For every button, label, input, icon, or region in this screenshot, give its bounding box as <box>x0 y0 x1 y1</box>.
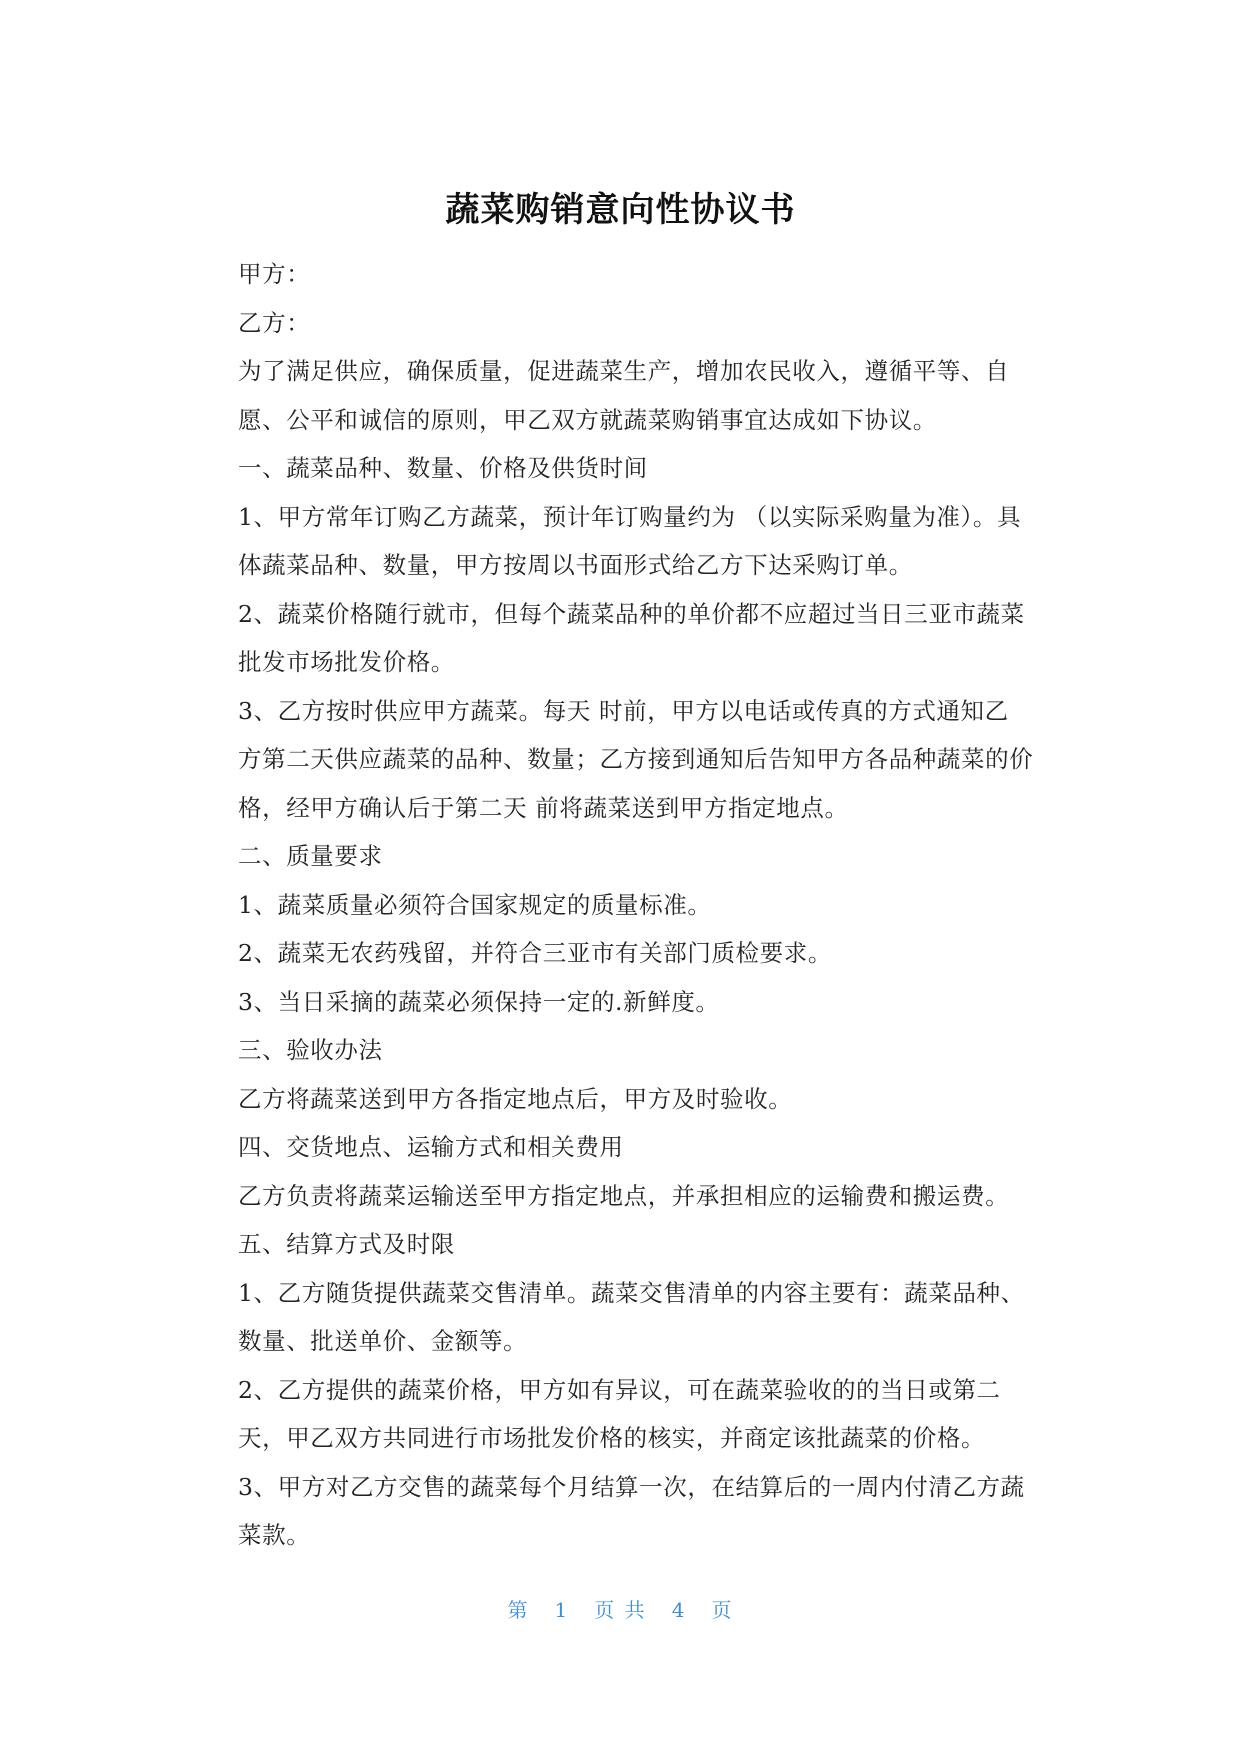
paragraph <box>190 299 1055 348</box>
paragraph <box>190 929 1055 978</box>
paragraph-line: 五、结算方式及时限 <box>238 1230 455 1258</box>
paragraph-line: 2、蔬菜无农药残留，并符合三亚市有关部门质检要求。 <box>238 939 832 967</box>
paragraph <box>190 1026 1055 1075</box>
paragraph <box>190 1366 1055 1463</box>
page-footer: 第 1 页 共 4 页 <box>507 1598 734 1622</box>
paragraph <box>190 1463 1055 1560</box>
paragraph <box>190 347 1055 444</box>
paragraph <box>190 832 1055 881</box>
paragraph <box>190 881 1055 930</box>
paragraph <box>190 250 1055 299</box>
paragraph-line: 2、乙方提供的蔬菜价格，甲方如有异议，可在蔬菜验收的的当日或第二 <box>238 1375 1001 1404</box>
paragraph-line: 1、甲方常年订购乙方蔬菜，预计年订购量约为 （以实际采购量为准）。具 <box>238 502 1022 531</box>
paragraph-line: 乙方： <box>238 308 311 337</box>
paragraph-line: 批发市场批发价格。 <box>238 648 455 676</box>
paragraph-line: 甲方： <box>238 260 311 288</box>
paragraph-line: 2、蔬菜价格随行就市，但每个蔬菜品种的单价都不应超过当日三亚市蔬菜 <box>238 599 1025 628</box>
paragraph-line: 二、质量要求 <box>238 842 383 870</box>
paragraph <box>190 1123 1055 1172</box>
paragraph-line: 三、验收办法 <box>238 1036 383 1064</box>
paragraph <box>190 493 1055 590</box>
paragraph-line: 体蔬菜品种、数量，甲方按周以书面形式给乙方下达采购订单。 <box>238 551 913 579</box>
paragraph-line: 方第二天供应蔬菜的品种、数量；乙方接到通知后告知甲方各品种蔬菜的价 <box>238 745 1034 773</box>
paragraph-line: 3、乙方按时供应甲方蔬菜。每天 时前，甲方以电话或传真的方式通知乙 <box>238 696 1009 725</box>
paragraph-line: 乙方将蔬菜送到甲方各指定地点后，甲方及时验收。 <box>238 1084 793 1113</box>
paragraph-line: 四、交货地点、运输方式和相关费用 <box>238 1133 624 1161</box>
paragraph <box>190 687 1055 833</box>
paragraph-line: 菜款。 <box>238 1521 311 1549</box>
paragraph-line: 数量、批送单价、金额等。 <box>238 1327 528 1355</box>
paragraph-line: 一、蔬菜品种、数量、价格及供货时间 <box>238 454 648 482</box>
paragraph <box>190 1220 1055 1269</box>
paragraph-line: 格，经甲方确认后于第二天 前将蔬菜送到甲方指定地点。 <box>238 793 849 822</box>
paragraph-line: 为了满足供应，确保质量，促进蔬菜生产，增加农民收入，遵循平等、自 <box>238 357 1010 385</box>
paragraph <box>190 978 1055 1027</box>
paragraph-line: 3、甲方对乙方交售的蔬菜每个月结算一次，在结算后的一周内付清乙方蔬 <box>238 1472 1025 1501</box>
paragraph-line: 1、乙方随货提供蔬菜交售清单。蔬菜交售清单的内容主要有：蔬菜品种、 <box>238 1278 1025 1307</box>
paragraph-line: 3、当日采摘的蔬菜必须保持一定的.新鲜度。 <box>238 987 720 1016</box>
paragraph <box>190 444 1055 493</box>
paragraph-line: 1、蔬菜质量必须符合国家规定的质量标准。 <box>238 890 712 919</box>
paragraph <box>190 1269 1055 1366</box>
document-title: 蔬菜购销意向性协议书 <box>445 190 796 230</box>
paragraph-line: 愿、公平和诚信的原则，甲乙双方就蔬菜购销事宜达成如下协议。 <box>238 405 937 434</box>
paragraph <box>190 590 1055 687</box>
paragraph <box>190 1075 1055 1124</box>
paragraph <box>190 1172 1055 1221</box>
paragraph-line: 乙方负责将蔬菜运输送至甲方指定地点，并承担相应的运输费和搬运费。 <box>238 1181 1010 1210</box>
document-body <box>190 250 1055 1560</box>
paragraph-line: 天，甲乙双方共同进行市场批发价格的核实，并商定该批蔬菜的价格。 <box>238 1424 986 1452</box>
